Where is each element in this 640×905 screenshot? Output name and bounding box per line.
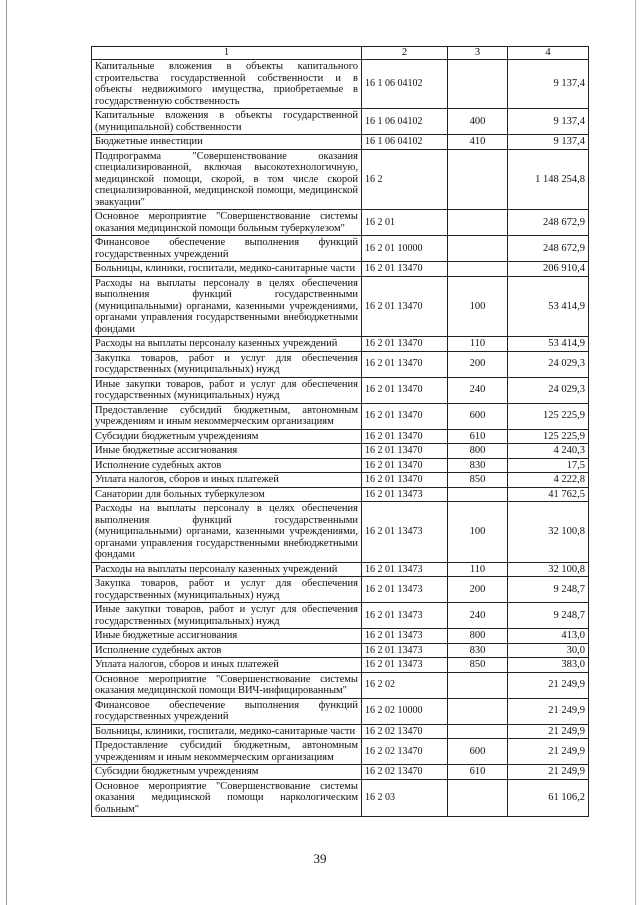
table-row — [92, 487, 589, 502]
row-sum-cell: 248 672,9 — [508, 210, 589, 236]
row-type-cell: 600 — [448, 739, 508, 765]
row-sum-cell: 413,0 — [508, 629, 589, 644]
row-sum-cell: 9 248,7 — [508, 603, 589, 629]
table-row — [92, 60, 589, 109]
row-type-cell: 600 — [448, 403, 508, 429]
row-type-cell: 100 — [448, 502, 508, 563]
row-type-cell — [448, 210, 508, 236]
row-sum-cell: 41 762,5 — [508, 487, 589, 502]
row-name-cell: Уплата налогов, сборов и иных платежей — [92, 658, 362, 673]
row-name-cell: Санатории для больных туберкулезом — [92, 487, 362, 502]
row-name-cell: Основное мероприятие "Совершенствование системы оказания медицинской помощи больным туберкулезом" — [92, 210, 362, 236]
row-name-cell: Субсидии бюджетным учреждениям — [92, 429, 362, 444]
row-code-cell: 16 2 01 13470 — [362, 276, 448, 337]
row-code-cell: 16 2 02 — [362, 672, 448, 698]
row-sum-cell: 17,5 — [508, 458, 589, 473]
row-name-cell: Больницы, клиники, госпитали, медико-санитарные части — [92, 724, 362, 739]
row-code-cell: 16 2 03 — [362, 779, 448, 817]
row-type-cell: 240 — [448, 603, 508, 629]
row-type-cell — [448, 724, 508, 739]
table-row — [92, 149, 589, 210]
row-type-cell: 800 — [448, 444, 508, 459]
row-sum-cell: 32 100,8 — [508, 502, 589, 563]
row-sum-cell: 21 249,9 — [508, 724, 589, 739]
row-sum-cell: 9 248,7 — [508, 577, 589, 603]
table-row — [92, 577, 589, 603]
row-name-cell: Расходы на выплаты персоналу казенных учреждений — [92, 337, 362, 352]
row-code-cell: 16 2 01 13473 — [362, 562, 448, 577]
row-type-cell: 200 — [448, 351, 508, 377]
row-type-cell — [448, 262, 508, 277]
row-sum-cell: 53 414,9 — [508, 337, 589, 352]
row-name-cell: Предоставление субсидий бюджетным, автономным учреждениям и иным некоммерческим организациям — [92, 739, 362, 765]
row-code-cell: 16 2 02 13470 — [362, 765, 448, 780]
row-name-cell: Исполнение судебных актов — [92, 458, 362, 473]
budget-table-body — [92, 47, 589, 817]
row-name-cell: Капитальные вложения в объекты государственной (муниципальной) собственности — [92, 109, 362, 135]
table-row — [92, 724, 589, 739]
table-row — [92, 135, 589, 150]
column-number-3: 3 — [448, 47, 508, 60]
table-row — [92, 429, 589, 444]
row-sum-cell: 61 106,2 — [508, 779, 589, 817]
row-name-cell: Расходы на выплаты персоналу в целях обеспечения выполнения функций государственными (муниципальными) органами, казенными учреждениями, органами управления государственными внебюджетными фондами — [92, 502, 362, 563]
row-code-cell: 16 2 01 13470 — [362, 458, 448, 473]
row-sum-cell: 383,0 — [508, 658, 589, 673]
row-name-cell: Подпрограмма "Совершенствование оказания специализированной, включая высокотехнологичную, медицинской помощи, скорой, в том числе скорой специализированной, медицинской помощи, медицинской эвакуации" — [92, 149, 362, 210]
row-sum-cell: 32 100,8 — [508, 562, 589, 577]
scan-edge-left — [6, 0, 7, 905]
column-number-row — [92, 47, 589, 60]
row-code-cell: 16 2 01 13470 — [362, 444, 448, 459]
table-row — [92, 351, 589, 377]
row-type-cell: 400 — [448, 109, 508, 135]
row-type-cell: 410 — [448, 135, 508, 150]
row-name-cell: Иные закупки товаров, работ и услуг для обеспечения государственных (муниципальных) нужд — [92, 377, 362, 403]
row-name-cell: Предоставление субсидий бюджетным, автономным учреждениям и иным некоммерческим организациям — [92, 403, 362, 429]
row-code-cell: 16 2 01 13473 — [362, 658, 448, 673]
row-type-cell: 610 — [448, 429, 508, 444]
row-code-cell: 16 2 01 13473 — [362, 502, 448, 563]
row-code-cell: 16 2 01 13473 — [362, 603, 448, 629]
row-type-cell: 800 — [448, 629, 508, 644]
row-name-cell: Уплата налогов, сборов и иных платежей — [92, 473, 362, 488]
row-name-cell: Финансовое обеспечение выполнения функций государственных учреждений — [92, 698, 362, 724]
row-code-cell: 16 2 — [362, 149, 448, 210]
row-code-cell: 16 2 01 13470 — [362, 262, 448, 277]
table-row — [92, 236, 589, 262]
row-type-cell: 110 — [448, 337, 508, 352]
table-row — [92, 739, 589, 765]
row-sum-cell: 9 137,4 — [508, 135, 589, 150]
row-sum-cell: 125 225,9 — [508, 429, 589, 444]
row-code-cell: 16 2 01 13470 — [362, 473, 448, 488]
row-sum-cell: 1 148 254,8 — [508, 149, 589, 210]
row-code-cell: 16 2 02 13470 — [362, 724, 448, 739]
budget-table — [91, 46, 589, 817]
table-row — [92, 562, 589, 577]
row-code-cell: 16 1 06 04102 — [362, 135, 448, 150]
row-type-cell — [448, 487, 508, 502]
table-row — [92, 643, 589, 658]
table-row — [92, 603, 589, 629]
table-row — [92, 502, 589, 563]
row-type-cell — [448, 60, 508, 109]
row-code-cell: 16 2 01 13473 — [362, 629, 448, 644]
row-sum-cell: 206 910,4 — [508, 262, 589, 277]
row-code-cell: 16 2 01 13470 — [362, 337, 448, 352]
row-name-cell: Иные бюджетные ассигнования — [92, 629, 362, 644]
row-name-cell: Исполнение судебных актов — [92, 643, 362, 658]
row-code-cell: 16 2 01 13470 — [362, 377, 448, 403]
table-row — [92, 765, 589, 780]
table-row — [92, 698, 589, 724]
table-row — [92, 403, 589, 429]
row-name-cell: Закупка товаров, работ и услуг для обеспечения государственных (муниципальных) нужд — [92, 351, 362, 377]
table-row — [92, 262, 589, 277]
row-sum-cell: 21 249,9 — [508, 672, 589, 698]
row-sum-cell: 30,0 — [508, 643, 589, 658]
table-row — [92, 658, 589, 673]
row-code-cell: 16 1 06 04102 — [362, 60, 448, 109]
column-number-4: 4 — [508, 47, 589, 60]
row-name-cell: Иные бюджетные ассигнования — [92, 444, 362, 459]
table-row — [92, 377, 589, 403]
table-row — [92, 458, 589, 473]
scan-edge-right — [635, 0, 636, 905]
row-sum-cell: 248 672,9 — [508, 236, 589, 262]
table-row — [92, 779, 589, 817]
column-number-1: 1 — [92, 47, 362, 60]
table-row — [92, 629, 589, 644]
row-sum-cell: 21 249,9 — [508, 698, 589, 724]
row-name-cell: Иные закупки товаров, работ и услуг для обеспечения государственных (муниципальных) нужд — [92, 603, 362, 629]
row-type-cell — [448, 672, 508, 698]
row-code-cell: 16 2 01 13473 — [362, 577, 448, 603]
row-sum-cell: 4 240,3 — [508, 444, 589, 459]
page-number: 39 — [313, 851, 327, 866]
row-type-cell — [448, 779, 508, 817]
row-code-cell: 16 2 01 13470 — [362, 403, 448, 429]
row-type-cell: 610 — [448, 765, 508, 780]
row-code-cell: 16 2 01 13470 — [362, 429, 448, 444]
row-sum-cell: 4 222,8 — [508, 473, 589, 488]
row-type-cell: 830 — [448, 458, 508, 473]
row-name-cell: Капитальные вложения в объекты капитального строительства государственной собственности и в объекты недвижимого имущества, приобретаемые в государственную собственность — [92, 60, 362, 109]
table-row — [92, 473, 589, 488]
table-row — [92, 109, 589, 135]
row-type-cell: 850 — [448, 473, 508, 488]
row-name-cell: Больницы, клиники, госпитали, медико-санитарные части — [92, 262, 362, 277]
row-sum-cell: 9 137,4 — [508, 109, 589, 135]
row-name-cell: Финансовое обеспечение выполнения функций государственных учреждений — [92, 236, 362, 262]
table-row — [92, 337, 589, 352]
row-sum-cell: 9 137,4 — [508, 60, 589, 109]
row-name-cell: Основное мероприятие "Совершенствование системы оказания медицинской помощи наркологическим больным" — [92, 779, 362, 817]
row-type-cell: 240 — [448, 377, 508, 403]
row-type-cell — [448, 149, 508, 210]
table-row — [92, 210, 589, 236]
row-type-cell: 830 — [448, 643, 508, 658]
table-row — [92, 444, 589, 459]
row-type-cell: 200 — [448, 577, 508, 603]
row-type-cell: 850 — [448, 658, 508, 673]
row-name-cell: Расходы на выплаты персоналу в целях обеспечения выполнения функций государственными (муниципальными) органами, казенными учреждениями, органами управления государственными внебюджетными фондами — [92, 276, 362, 337]
row-name-cell: Расходы на выплаты персоналу казенных учреждений — [92, 562, 362, 577]
row-sum-cell: 21 249,9 — [508, 765, 589, 780]
row-sum-cell: 24 029,3 — [508, 377, 589, 403]
table-row — [92, 276, 589, 337]
column-number-2: 2 — [362, 47, 448, 60]
row-sum-cell: 125 225,9 — [508, 403, 589, 429]
row-type-cell — [448, 698, 508, 724]
row-code-cell: 16 2 01 — [362, 210, 448, 236]
row-type-cell: 100 — [448, 276, 508, 337]
row-name-cell: Бюджетные инвестиции — [92, 135, 362, 150]
row-code-cell: 16 2 01 13473 — [362, 487, 448, 502]
row-name-cell: Основное мероприятие "Совершенствование системы оказания медицинской помощи ВИЧ-инфицированным" — [92, 672, 362, 698]
row-code-cell: 16 1 06 04102 — [362, 109, 448, 135]
row-sum-cell: 21 249,9 — [508, 739, 589, 765]
row-code-cell: 16 2 01 10000 — [362, 236, 448, 262]
row-type-cell — [448, 236, 508, 262]
row-code-cell: 16 2 02 13470 — [362, 739, 448, 765]
row-type-cell: 110 — [448, 562, 508, 577]
row-name-cell: Субсидии бюджетным учреждениям — [92, 765, 362, 780]
row-sum-cell: 53 414,9 — [508, 276, 589, 337]
row-code-cell: 16 2 01 13473 — [362, 643, 448, 658]
row-code-cell: 16 2 01 13470 — [362, 351, 448, 377]
row-name-cell: Закупка товаров, работ и услуг для обеспечения государственных (муниципальных) нужд — [92, 577, 362, 603]
table-row — [92, 672, 589, 698]
row-sum-cell: 24 029,3 — [508, 351, 589, 377]
row-code-cell: 16 2 02 10000 — [362, 698, 448, 724]
